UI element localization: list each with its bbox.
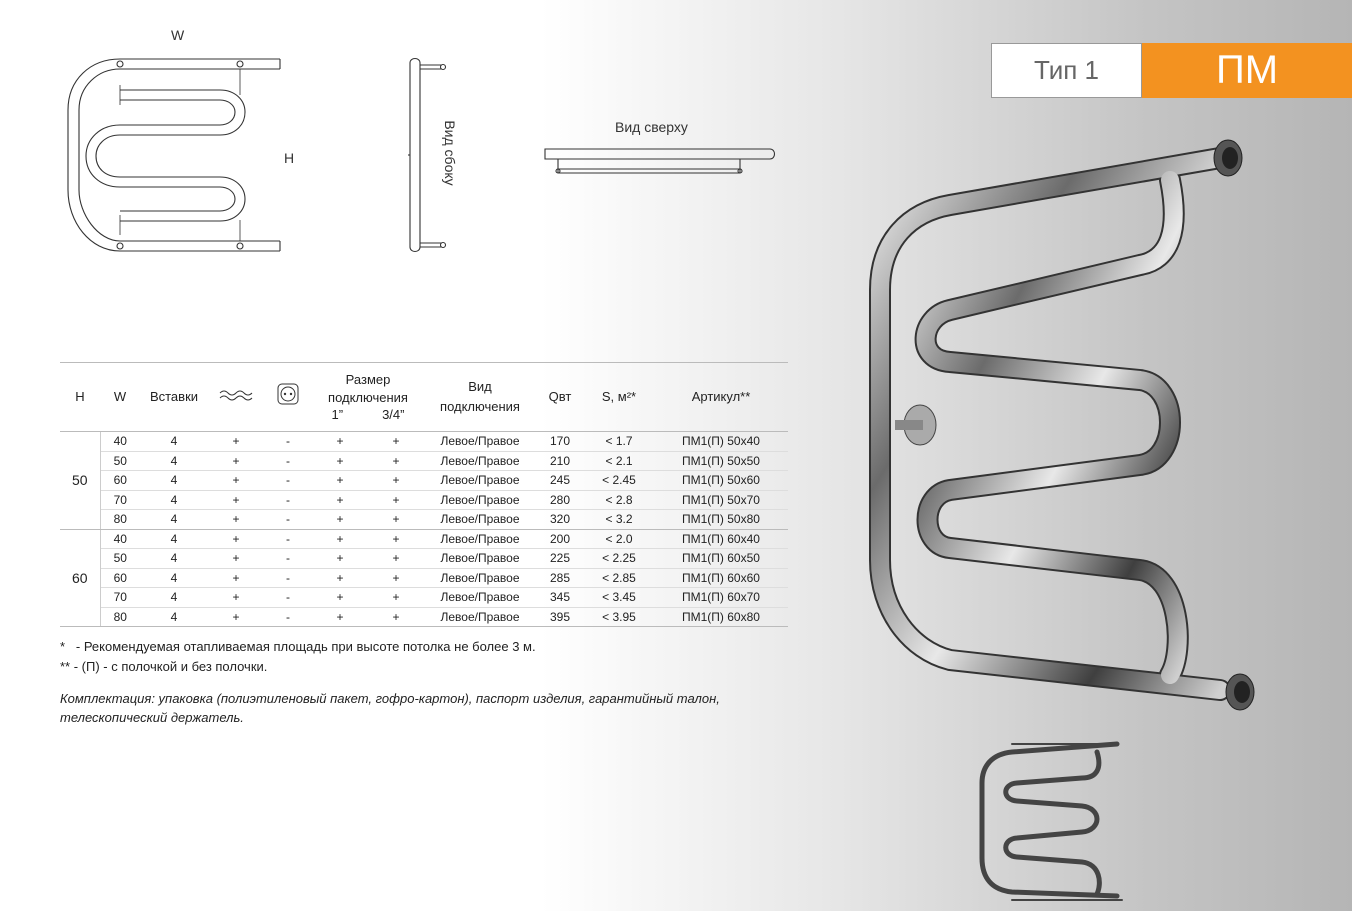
cell-w: 50 bbox=[100, 451, 140, 471]
cell-ins: 4 bbox=[140, 510, 208, 530]
cell-s34: + bbox=[368, 568, 424, 588]
front-view-drawing bbox=[60, 50, 290, 260]
cell-s: < 2.25 bbox=[584, 549, 654, 569]
col-power: Qвт bbox=[536, 363, 584, 432]
cell-art: ПМ1(П) 50х50 bbox=[654, 451, 788, 471]
cell-view: Левое/Правое bbox=[424, 432, 536, 452]
cell-art: ПМ1(П) 60х50 bbox=[654, 549, 788, 569]
cell-s1: + bbox=[312, 607, 368, 627]
cell-s1: + bbox=[312, 568, 368, 588]
cell-sock: - bbox=[264, 549, 312, 569]
cell-w: 70 bbox=[100, 490, 140, 510]
socket-icon bbox=[277, 383, 299, 405]
cell-view: Левое/Правое bbox=[424, 588, 536, 608]
cell-wave: + bbox=[208, 432, 264, 452]
cell-ins: 4 bbox=[140, 432, 208, 452]
cell-w: 60 bbox=[100, 471, 140, 491]
cell-view: Левое/Правое bbox=[424, 451, 536, 471]
model-name: ПМ bbox=[1142, 43, 1352, 98]
cell-s1: + bbox=[312, 490, 368, 510]
cell-art: ПМ1(П) 50х40 bbox=[654, 432, 788, 452]
spec-table bbox=[60, 362, 788, 627]
cell-art: ПМ1(П) 50х70 bbox=[654, 490, 788, 510]
cell-s1: + bbox=[312, 432, 368, 452]
group-height-cell: 50 bbox=[60, 432, 100, 530]
cell-view: Левое/Правое bbox=[424, 549, 536, 569]
table-row bbox=[60, 451, 788, 471]
cell-s1: + bbox=[312, 549, 368, 569]
cell-wave: + bbox=[208, 607, 264, 627]
cell-wave: + bbox=[208, 471, 264, 491]
cell-s34: + bbox=[368, 510, 424, 530]
table-row bbox=[60, 568, 788, 588]
cell-ins: 4 bbox=[140, 471, 208, 491]
cell-s34: + bbox=[368, 529, 424, 549]
col-h: H bbox=[60, 363, 100, 432]
cell-s: < 2.0 bbox=[584, 529, 654, 549]
table-row bbox=[60, 607, 788, 627]
table-row bbox=[60, 432, 788, 452]
table-row bbox=[60, 549, 788, 569]
cell-q: 395 bbox=[536, 607, 584, 627]
cell-s: < 2.1 bbox=[584, 451, 654, 471]
table-row bbox=[60, 510, 788, 530]
cell-w: 50 bbox=[100, 549, 140, 569]
group-height-cell: 60 bbox=[60, 529, 100, 627]
cell-ins: 4 bbox=[140, 451, 208, 471]
size-34-label: 3/4” bbox=[382, 407, 405, 422]
table-row bbox=[60, 588, 788, 608]
cell-q: 320 bbox=[536, 510, 584, 530]
cell-q: 200 bbox=[536, 529, 584, 549]
cell-sock: - bbox=[264, 510, 312, 530]
cell-art: ПМ1(П) 50х60 bbox=[654, 471, 788, 491]
cell-w: 80 bbox=[100, 607, 140, 627]
side-view-label: Вид сбоку bbox=[442, 120, 458, 186]
cell-wave: + bbox=[208, 549, 264, 569]
cell-ins: 4 bbox=[140, 529, 208, 549]
col-view bbox=[424, 363, 536, 432]
cell-sock: - bbox=[264, 432, 312, 452]
table-row bbox=[60, 490, 788, 510]
package-contents: Комплектация: упаковка (полиэтиленовый пакет, гофро-картон), паспорт изделия, гарантийный талон, телескопический держатель. bbox=[60, 691, 720, 725]
cell-q: 345 bbox=[536, 588, 584, 608]
towel-rail-with-shelf-photo bbox=[972, 738, 1132, 903]
cell-w: 40 bbox=[100, 529, 140, 549]
col-article: Артикул** bbox=[654, 363, 788, 432]
cell-wave: + bbox=[208, 510, 264, 530]
cell-q: 225 bbox=[536, 549, 584, 569]
cell-q: 210 bbox=[536, 451, 584, 471]
cell-wave: + bbox=[208, 529, 264, 549]
cell-sock: - bbox=[264, 588, 312, 608]
size-1-label: 1” bbox=[331, 407, 344, 422]
cell-view: Левое/Правое bbox=[424, 490, 536, 510]
cell-s1: + bbox=[312, 451, 368, 471]
cell-s: < 1.7 bbox=[584, 432, 654, 452]
note-area: * - Рекомендуемая отапливаемая площадь при высоте потолка не более 3 м. bbox=[60, 639, 536, 654]
cell-sock: - bbox=[264, 607, 312, 627]
cell-s: < 2.85 bbox=[584, 568, 654, 588]
cell-s34: + bbox=[368, 432, 424, 452]
cell-sock: - bbox=[264, 529, 312, 549]
cell-s1: + bbox=[312, 510, 368, 530]
size-label: Размер подключения bbox=[328, 372, 408, 405]
towel-rail-photo bbox=[840, 130, 1270, 730]
height-label: H bbox=[284, 150, 295, 166]
type-label: Тип 1 bbox=[991, 43, 1142, 98]
top-view-label: Вид сверху bbox=[615, 119, 688, 135]
cell-s34: + bbox=[368, 588, 424, 608]
table-body bbox=[60, 432, 788, 627]
table-header-row bbox=[60, 363, 788, 432]
col-inserts: Вставки bbox=[140, 363, 208, 432]
cell-s34: + bbox=[368, 490, 424, 510]
cell-sock: - bbox=[264, 490, 312, 510]
cell-view: Левое/Правое bbox=[424, 529, 536, 549]
cell-s1: + bbox=[312, 471, 368, 491]
cell-s: < 2.45 bbox=[584, 471, 654, 491]
top-view-drawing bbox=[540, 145, 785, 180]
cell-art: ПМ1(П) 60х40 bbox=[654, 529, 788, 549]
cell-view: Левое/Правое bbox=[424, 510, 536, 530]
note-shelf: ** - (П) - с полочкой и без полочки. bbox=[60, 659, 268, 674]
cell-w: 40 bbox=[100, 432, 140, 452]
model-badge bbox=[991, 43, 1352, 98]
notes bbox=[60, 637, 780, 727]
cell-view: Левое/Правое bbox=[424, 471, 536, 491]
cell-s34: + bbox=[368, 549, 424, 569]
col-area: S, м²* bbox=[584, 363, 654, 432]
cell-w: 80 bbox=[100, 510, 140, 530]
cell-s1: + bbox=[312, 529, 368, 549]
col-wave bbox=[208, 363, 264, 432]
cell-q: 280 bbox=[536, 490, 584, 510]
cell-s34: + bbox=[368, 451, 424, 471]
col-socket bbox=[264, 363, 312, 432]
table-row bbox=[60, 471, 788, 491]
cell-wave: + bbox=[208, 568, 264, 588]
cell-view: Левое/Правое bbox=[424, 568, 536, 588]
cell-art: ПМ1(П) 60х60 bbox=[654, 568, 788, 588]
width-label: W bbox=[171, 27, 185, 43]
cell-sock: - bbox=[264, 451, 312, 471]
col-size bbox=[312, 363, 424, 432]
cell-s1: + bbox=[312, 588, 368, 608]
cell-s34: + bbox=[368, 607, 424, 627]
cell-wave: + bbox=[208, 588, 264, 608]
cell-ins: 4 bbox=[140, 588, 208, 608]
cell-w: 60 bbox=[100, 568, 140, 588]
cell-sock: - bbox=[264, 568, 312, 588]
cell-ins: 4 bbox=[140, 490, 208, 510]
cell-ins: 4 bbox=[140, 568, 208, 588]
cell-q: 285 bbox=[536, 568, 584, 588]
cell-s: < 2.8 bbox=[584, 490, 654, 510]
cell-sock: - bbox=[264, 471, 312, 491]
cell-ins: 4 bbox=[140, 549, 208, 569]
cell-art: ПМ1(П) 60х80 bbox=[654, 607, 788, 627]
cell-s34: + bbox=[368, 471, 424, 491]
cell-s: < 3.95 bbox=[584, 607, 654, 627]
cell-s: < 3.45 bbox=[584, 588, 654, 608]
col-w: W bbox=[100, 363, 140, 432]
cell-wave: + bbox=[208, 490, 264, 510]
table-row bbox=[60, 529, 788, 549]
cell-art: ПМ1(П) 50х80 bbox=[654, 510, 788, 530]
cell-q: 170 bbox=[536, 432, 584, 452]
view-label: Вид подключения bbox=[440, 379, 520, 414]
wave-icon bbox=[219, 389, 253, 401]
cell-view: Левое/Правое bbox=[424, 607, 536, 627]
cell-w: 70 bbox=[100, 588, 140, 608]
cell-art: ПМ1(П) 60х70 bbox=[654, 588, 788, 608]
cell-ins: 4 bbox=[140, 607, 208, 627]
cell-s: < 3.2 bbox=[584, 510, 654, 530]
cell-wave: + bbox=[208, 451, 264, 471]
cell-q: 245 bbox=[536, 471, 584, 491]
